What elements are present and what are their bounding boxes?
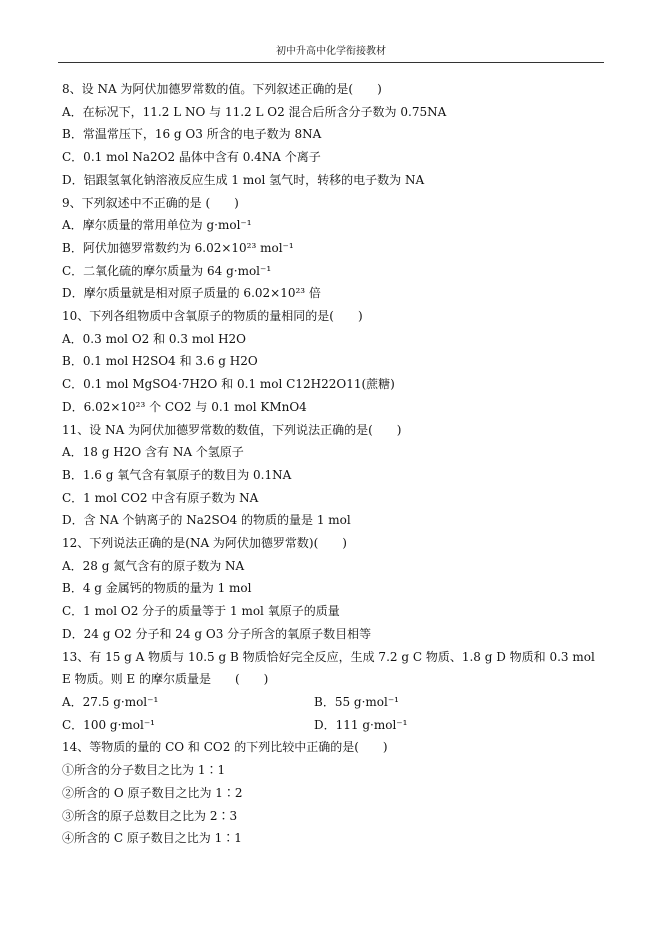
question-8-stem: 8、设 NA 为阿伏加德罗常数的值。下列叙述正确的是( ) — [62, 82, 382, 96]
question-11-option-d: D．含 NA 个钠离子的 Na2SO4 的物质的量是 1 mol — [62, 513, 351, 528]
question-11-option-a: A．18 g H2O 含有 NA 个氢原子 — [62, 445, 244, 460]
question-13-option-c: C．100 g·mol⁻¹ — [62, 717, 155, 732]
question-12-stem: 12、下列说法正确的是(NA 为阿伏加德罗常数)( ) — [62, 536, 347, 551]
question-8-option-d: D．铝跟氢氧化钠溶液反应生成 1 mol 氢气时，转移的电子数为 NA — [62, 172, 425, 187]
question-10-option-d: D．6.02×10²³ 个 CO2 与 0.1 mol KMnO4 — [62, 399, 307, 414]
page-header: 初中升高中化学衔接教材 — [276, 46, 386, 57]
question-12-option-d: D．24 g O2 分子和 24 g O3 分子所含的氧原子数目相等 — [62, 626, 372, 641]
question-10-option-b: B．0.1 mol H2SO4 和 3.6 g H2O — [62, 354, 258, 369]
question-14-item-2: ②所含的 O 原子数目之比为 1∶2 — [62, 785, 243, 800]
question-14-item-1: ①所含的分子数目之比为 1∶1 — [62, 763, 226, 778]
question-8-option-a: A．在标况下，11.2 L NO 与 11.2 L O2 混合后所含分子数为 0.75NA — [62, 104, 447, 119]
question-9-option-d: D．摩尔质量就是相对原子质量的 6.02×10²³ 倍 — [62, 286, 321, 301]
question-14-item-3: ③所含的原子总数目之比为 2∶3 — [62, 808, 238, 823]
question-13-option-a: A．27.5 g·mol⁻¹ — [62, 694, 159, 709]
question-9-option-c: C．二氧化硫的摩尔质量为 64 g·mol⁻¹ — [62, 263, 272, 278]
question-9-option-b: B．阿伏加德罗常数约为 6.02×10²³ mol⁻¹ — [62, 240, 294, 255]
question-14-stem: 14、等物质的量的 CO 和 CO2 的下列比较中正确的是( ) — [62, 740, 388, 755]
question-13-option-b: B．55 g·mol⁻¹ — [314, 694, 399, 709]
question-10-option-c: C．0.1 mol MgSO4·7H2O 和 0.1 mol C12H22O11(蔗糖) — [62, 377, 395, 392]
question-11-option-b: B．1.6 g 氧气含有氧原子的数目为 0.1NA — [62, 467, 292, 482]
question-list — [62, 78, 607, 850]
header-rule — [58, 62, 604, 63]
question-9-option-a: A．摩尔质量的常用单位为 g·mol⁻¹ — [62, 218, 252, 233]
question-12-option-b: B．4 g 金属钙的物质的量为 1 mol — [62, 581, 252, 596]
question-10-option-a: A．0.3 mol O2 和 0.3 mol H2O — [62, 331, 247, 346]
question-8-option-c: C．0.1 mol Na2O2 晶体中含有 0.4NA 个离子 — [62, 150, 321, 165]
question-12-option-a: A．28 g 氮气含有的原子数为 NA — [62, 558, 245, 573]
question-11-stem: 11、设 NA 为阿伏加德罗常数的数值，下列说法正确的是( ) — [62, 422, 402, 437]
question-11-option-c: C．1 mol CO2 中含有原子数为 NA — [62, 490, 259, 505]
question-13-options-row-1 — [62, 691, 607, 714]
question-13-option-d: D．111 g·mol⁻¹ — [314, 717, 408, 732]
question-9-stem: 9、下列叙述中不正确的是 ( ) — [62, 195, 239, 210]
question-13-options-row-2 — [62, 714, 607, 737]
question-12-option-c: C．1 mol O2 分子的质量等于 1 mol 氧原子的质量 — [62, 604, 340, 619]
question-8-option-b: B．常温常压下，16 g O3 所含的电子数为 8NA — [62, 127, 322, 142]
question-13-stem: 13、有 15 g A 物质与 10.5 g B 物质恰好完全反应，生成 7.2 g C 物质、1.8 g D 物质和 0.3 mol E 物质。则 E 的摩尔质量是 ( ) — [62, 649, 595, 687]
question-10-stem: 10、下列各组物质中含氧原子的物质的量相同的是( ) — [62, 309, 363, 324]
question-14-item-4: ④所含的 C 原子数目之比为 1∶1 — [62, 831, 242, 846]
